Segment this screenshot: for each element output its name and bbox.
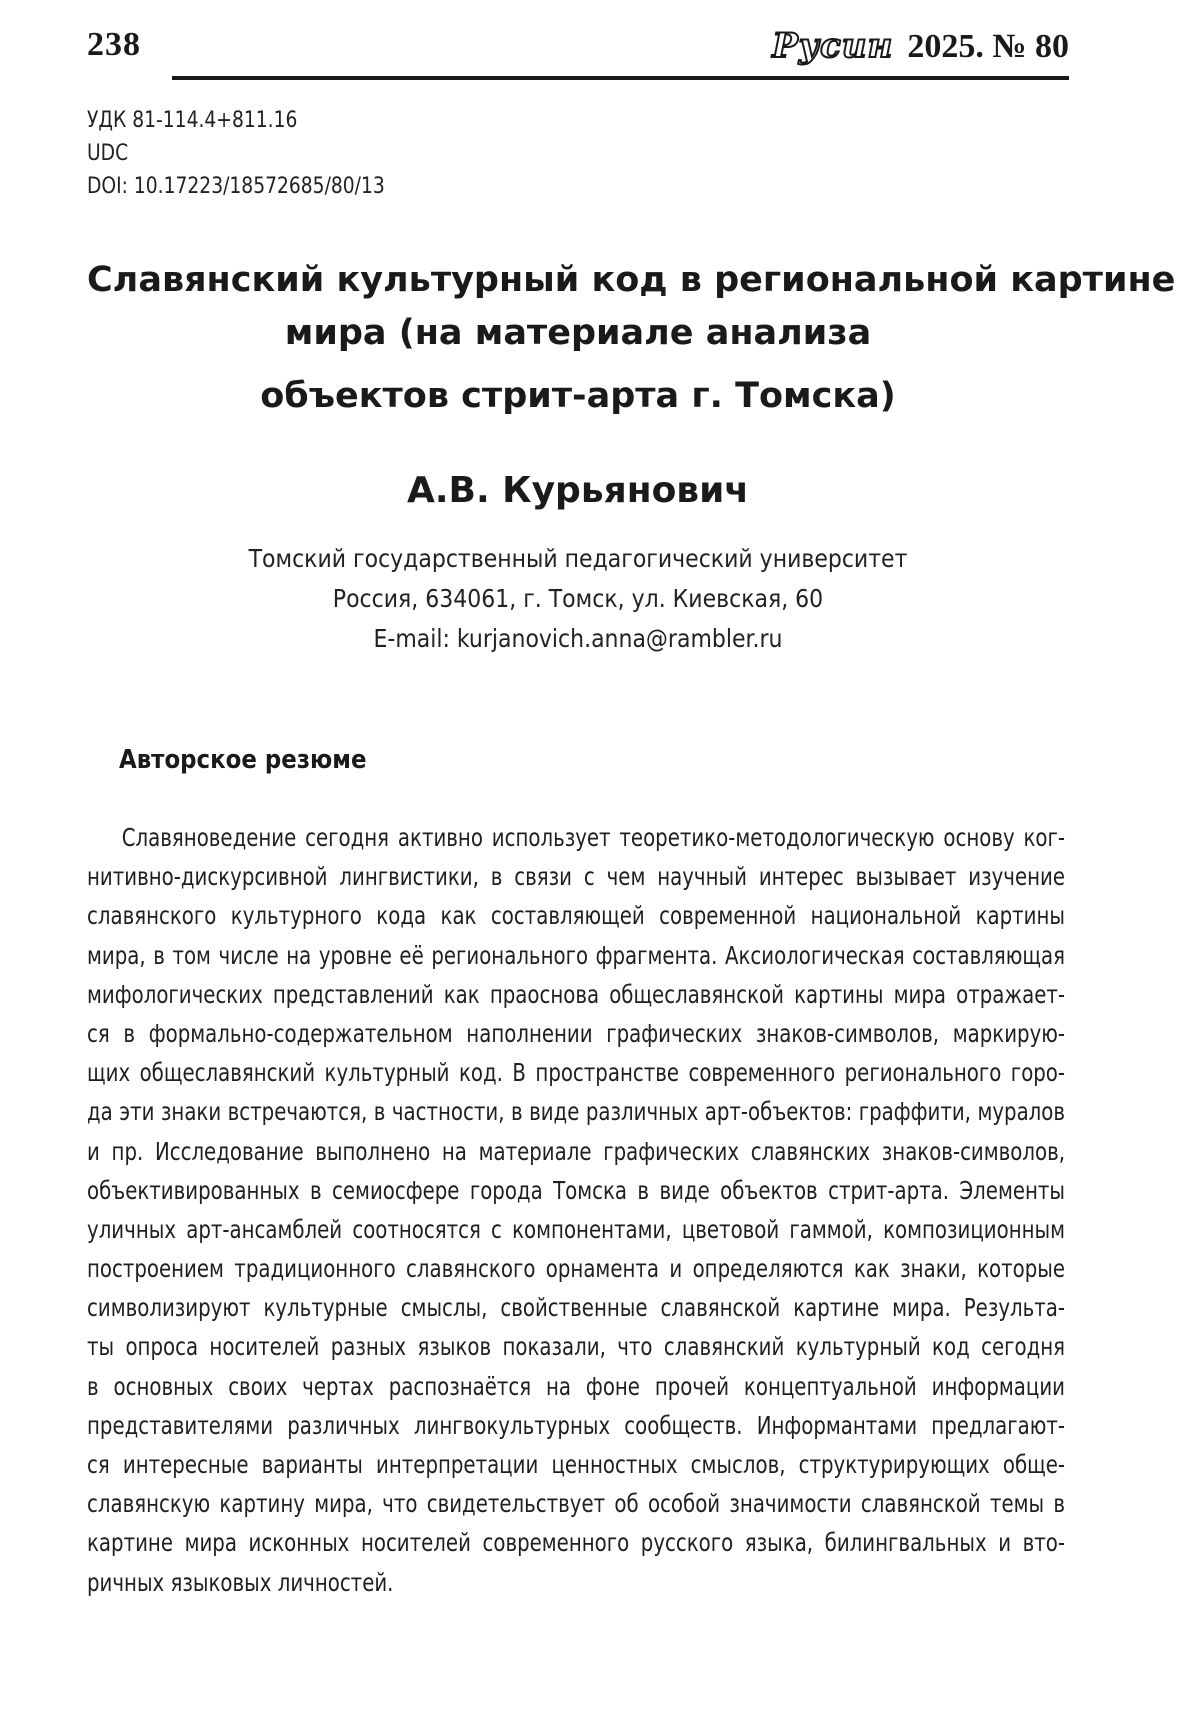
abstract-line: картине мира исконных носителей современного русского языка, билингвальных и вто- xyxy=(87,1528,1066,1558)
title-line-3: объектов стрит-арта г. Томска) xyxy=(260,376,896,416)
abstract-line: в основных своих чертах распознаётся на фоне прочей концептуальной информации xyxy=(87,1371,1066,1401)
header-rule xyxy=(172,76,1069,80)
abstract-line: щих общеславянский культурный код. В пространстве современного регионального горо- xyxy=(87,1058,1066,1088)
abstract-line: ричных языковых личностей. xyxy=(87,1567,394,1597)
abstract-line: ты опроса носителей разных языков показали, что славянский культурный код сегодня xyxy=(87,1332,1066,1362)
meta-block xyxy=(87,104,385,203)
journal-issue: 2025. № 80 xyxy=(907,28,1069,65)
abstract-line: нитивно-дискурсивной лингвистики, в связи с чем научный интерес вызывает изучение xyxy=(87,862,1066,892)
abstract-body xyxy=(87,818,1065,1602)
udc-line: UDC xyxy=(87,141,129,166)
abstract-line: представителями различных лингвокультурных сообществ. Информантами предлагают- xyxy=(87,1410,1066,1440)
abstract-heading: Авторское резюме xyxy=(119,745,367,775)
abstract-line: объективированных в семиосфере города Томска в виде объектов стрит-арта. Элементы xyxy=(87,1175,1066,1205)
journal-name: Русин xyxy=(772,26,894,66)
affiliation-institution: Томский государственный педагогический университет xyxy=(248,544,908,573)
author-name: А.В. Курьянович xyxy=(406,470,750,511)
abstract-line: Славяноведение сегодня активно использует теоретико-методологическую основу ког- xyxy=(121,823,1066,852)
abstract-line: да эти знаки встречаются, в частности, в виде различных арт-объектов: граффити, муралов xyxy=(87,1097,1066,1127)
page-number: 238 xyxy=(87,26,141,63)
abstract-line: ся в формально-содержательном наполнении графических знаков-символов, маркирую- xyxy=(87,1018,1066,1048)
udk-line: УДК 81-114.4+811.16 xyxy=(87,108,298,133)
abstract-line: мира, в том числе на уровне её регионального фрагмента. Аксиологическая составляющая xyxy=(87,940,1066,970)
title-line-1: Славянский культурный код в региональной картине xyxy=(87,260,1176,300)
affiliation-email: E-mail: kurjanovich.anna@rambler.ru xyxy=(373,624,783,653)
author-affiliation xyxy=(87,539,1069,659)
abstract-line: построением традиционного славянского орнамента и определяются как знаки, которые xyxy=(87,1254,1066,1284)
abstract-line: уличных арт-ансамблей соотносятся с компонентами, цветовой гаммой, композиционным xyxy=(87,1214,1066,1244)
article-title xyxy=(87,254,1176,423)
abstract-line: символизируют культурные смыслы, свойственные славянской картине мира. Результа- xyxy=(87,1293,1066,1323)
abstract-line: ся интересные варианты интерпретации ценностных смыслов, структурирующих обще- xyxy=(87,1450,1066,1479)
abstract-line: славянского культурного кода как составляющей современной национальной картины xyxy=(87,901,1066,931)
abstract-line: мифологических представлений как праоснова общеславянской картины мира отражает- xyxy=(87,979,1066,1009)
journal-header xyxy=(772,26,1069,66)
title-line-2: мира (на материале анализа xyxy=(284,313,872,353)
affiliation-address: Россия, 634061, г. Томск, ул. Киевская, 60 xyxy=(332,584,824,613)
doi-line: DOI: 10.17223/18572685/80/13 xyxy=(87,174,385,199)
abstract-line: и пр. Исследование выполнено на материале графических славянских знаков-символов, xyxy=(87,1136,1066,1166)
abstract-line: славянскую картину мира, что свидетельствует об особой значимости славянской темы в xyxy=(87,1489,1066,1519)
